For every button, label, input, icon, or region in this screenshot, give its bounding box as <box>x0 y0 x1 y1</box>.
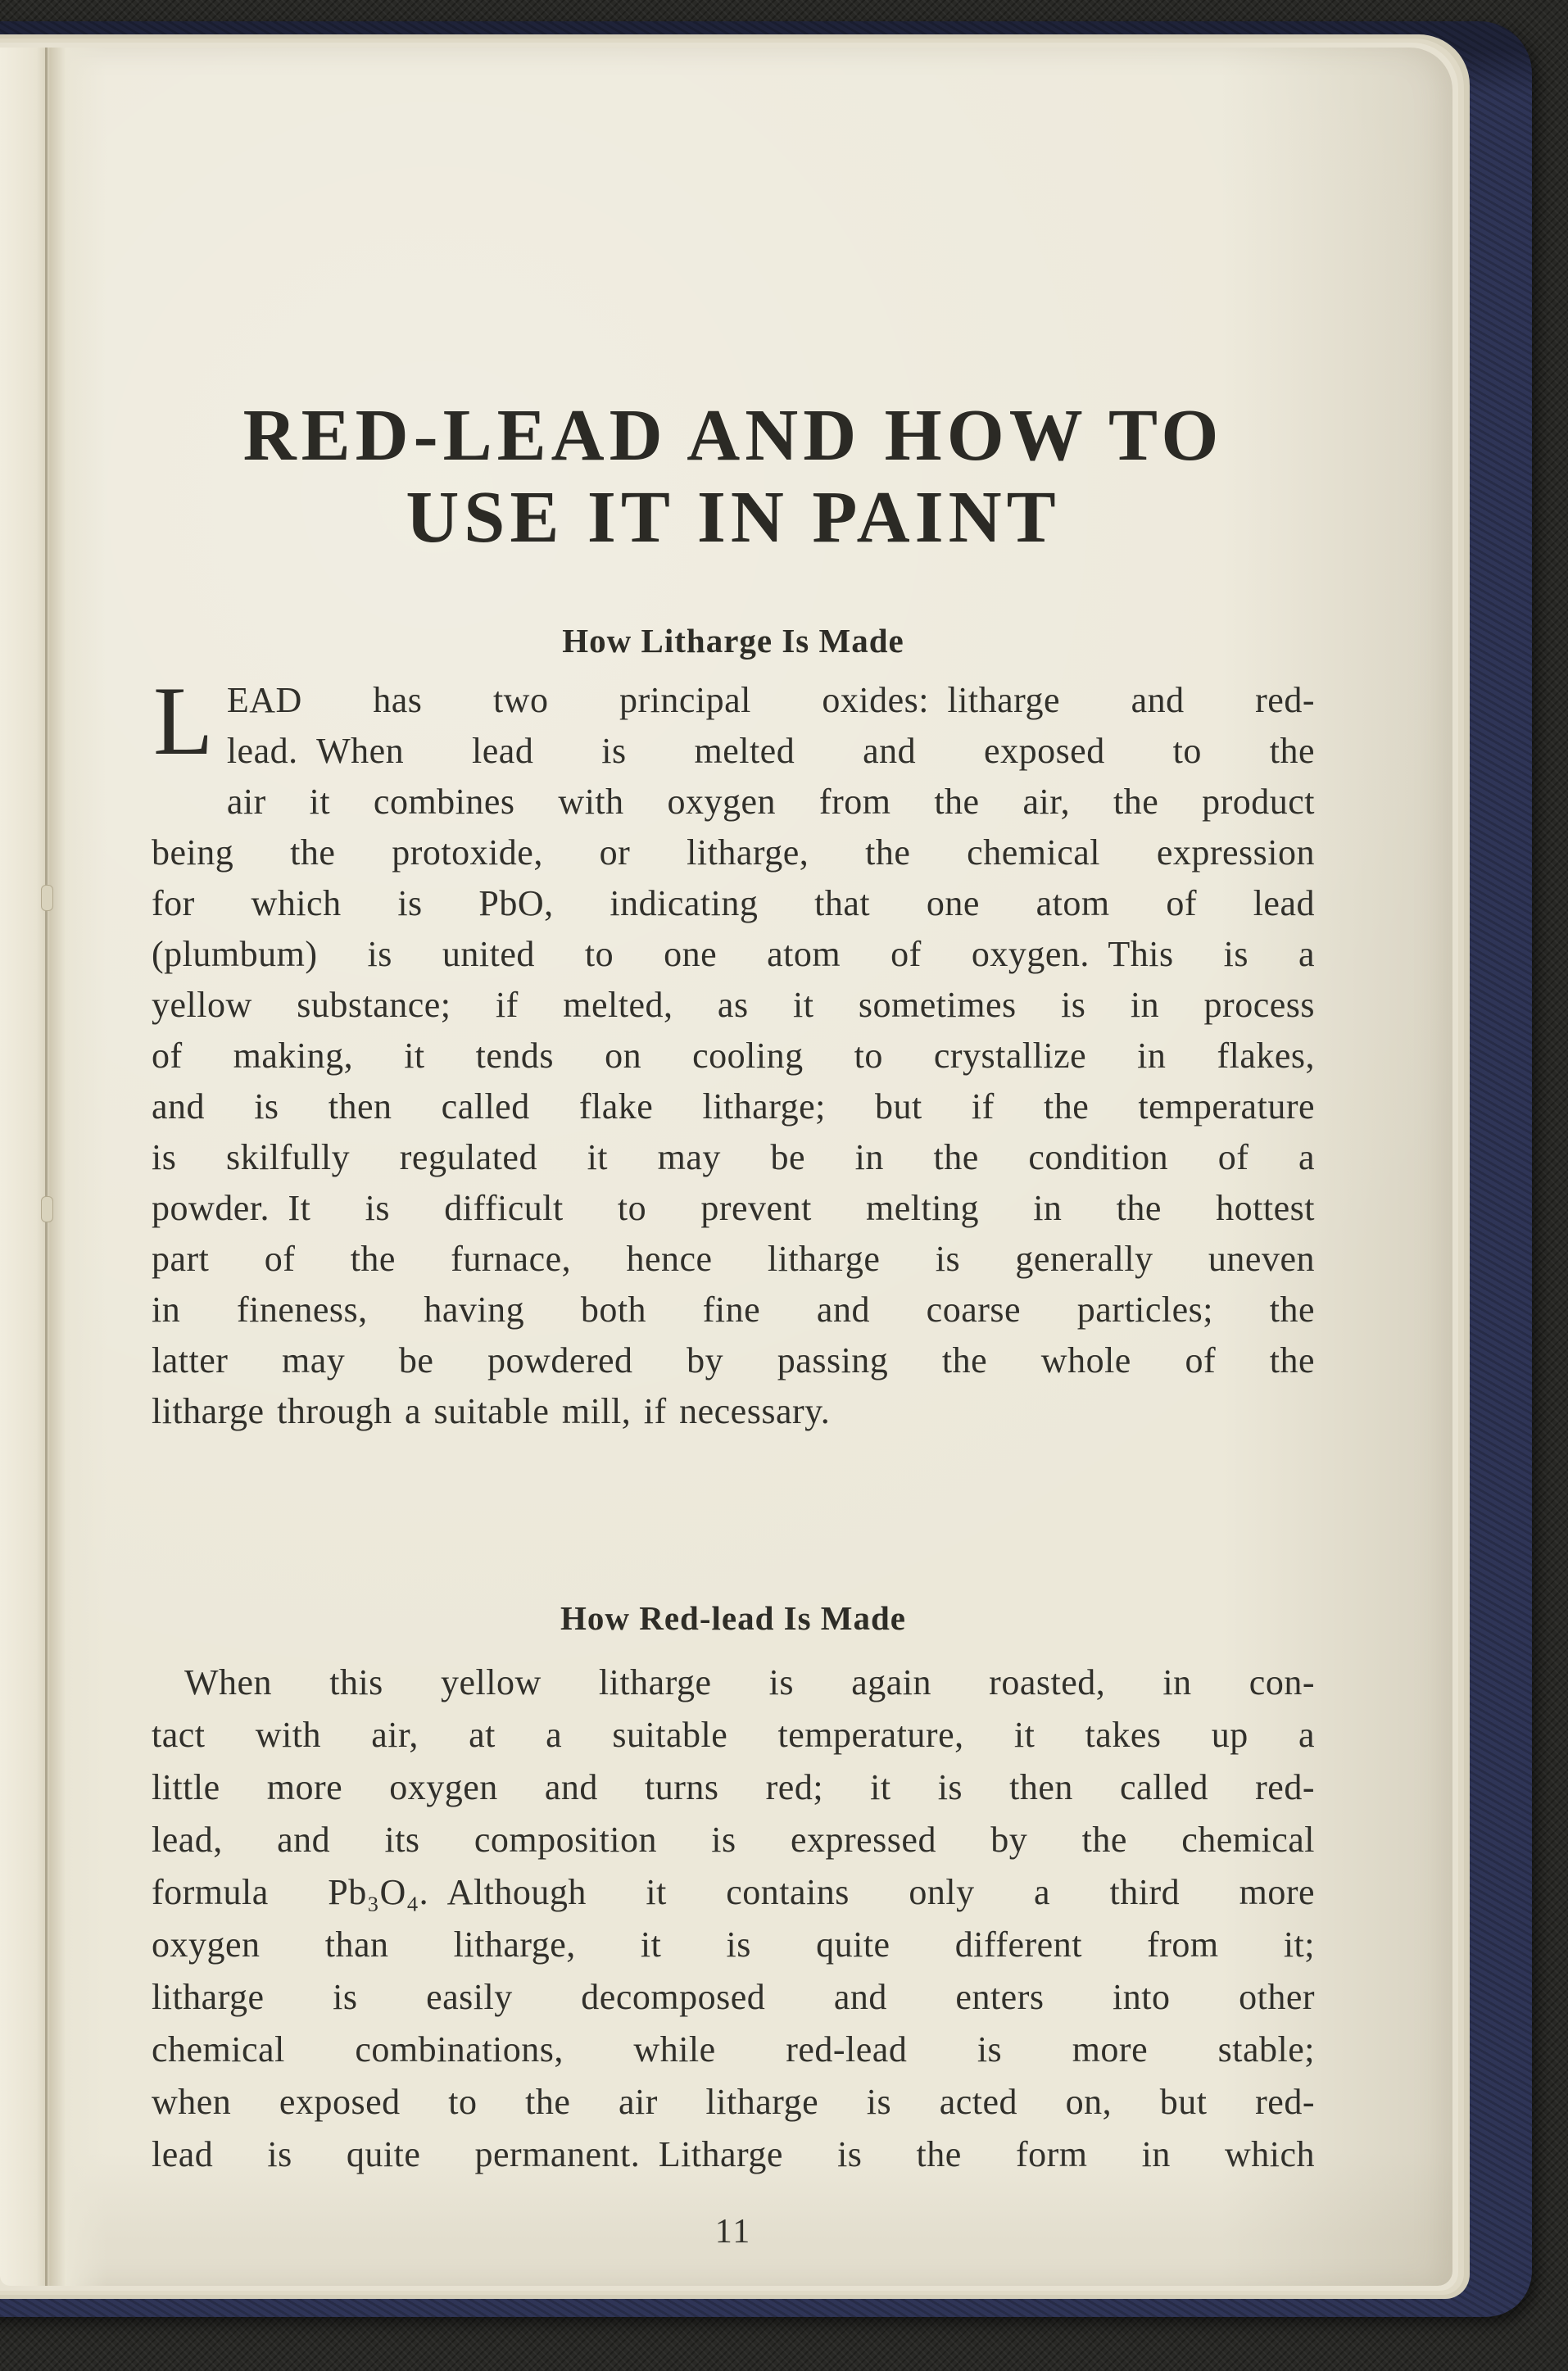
text-line: of making, it tends on cooling to crystallize in flakes, <box>152 1036 1315 1076</box>
text-line: is skilfully regulated it may be in the condition of a <box>152 1137 1315 1177</box>
text-line: part of the furnace, hence litharge is generally uneven <box>152 1239 1315 1279</box>
page-title-line-2: USE IT IN PAINT <box>406 477 1061 558</box>
drop-cap: L <box>153 666 214 775</box>
section-heading-red-lead: How Red-lead Is Made <box>560 1599 906 1637</box>
text-line: powder. It is difficult to prevent melting in the hottest <box>152 1188 1315 1228</box>
text-line: air it combines with oxygen from the air, the product <box>226 782 1315 822</box>
text-line: for which is PbO, indicating that one atom of lead <box>152 883 1315 923</box>
stitch-mark <box>41 885 53 911</box>
text-line: formula Pb₃O₄. Although it contains only a third more <box>152 1872 1315 1912</box>
text-line: little more oxygen and turns red; it is then called red- <box>152 1767 1315 1807</box>
text-line: oxygen than litharge, it is quite different from it; <box>152 1924 1315 1965</box>
text-line: being the protoxide, or litharge, the chemical expression <box>152 832 1315 873</box>
text-line: and is then called flake litharge; but if the temperature <box>152 1086 1315 1127</box>
page-title-line-1: RED-LEAD AND HOW TO <box>242 395 1224 476</box>
gutter-fold-line <box>45 48 48 2286</box>
book-page <box>0 48 1452 2286</box>
text-line: lead. When lead is melted and exposed to the <box>226 731 1315 771</box>
text-line: litharge is easily decomposed and enters into other <box>152 1977 1315 2017</box>
paragraph-red-lead <box>152 1657 1315 2181</box>
text-line: litharge through a suitable mill, if necessary. <box>152 1391 831 1431</box>
text-line: EAD has two principal oxides: litharge and red- <box>226 680 1315 720</box>
page-title <box>152 395 1315 559</box>
text-line: lead, and its composition is expressed by the chemical <box>152 1820 1315 1860</box>
text-line: lead is quite permanent. Litharge is the form in which <box>152 2134 1315 2174</box>
gutter-shading <box>0 48 106 2286</box>
text-line: yellow substance; if melted, as it sometimes is in process <box>152 985 1315 1025</box>
text-line: chemical combinations, while red-lead is more stable; <box>152 2029 1315 2070</box>
text-line: latter may be powdered by passing the whole of the <box>152 1340 1315 1380</box>
text-line: tact with air, at a suitable temperature, it takes up a <box>152 1715 1315 1755</box>
text-line: (plumbum) is united to one atom of oxygen. This is a <box>152 934 1315 974</box>
text-line: when exposed to the air litharge is acted on, but red- <box>152 2082 1315 2122</box>
text-line: in fineness, having both fine and coarse particles; the <box>152 1290 1315 1330</box>
paragraph-litharge <box>152 666 1315 1437</box>
text-line: When this yellow litharge is again roasted, in con- <box>184 1662 1315 1702</box>
stitch-mark <box>41 1196 53 1222</box>
section-heading-litharge: How Litharge Is Made <box>562 622 904 660</box>
page-number: 11 <box>714 2213 752 2251</box>
